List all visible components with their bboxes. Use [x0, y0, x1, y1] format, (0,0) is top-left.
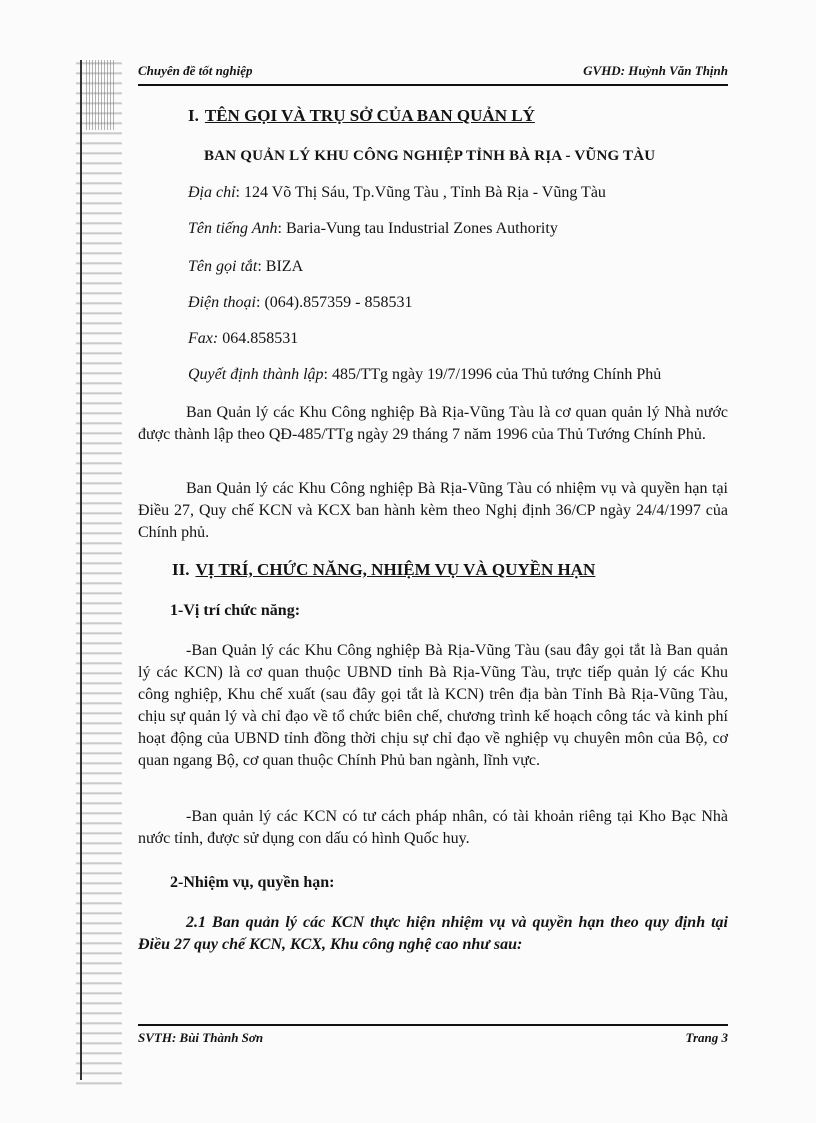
section-1-heading: [188, 106, 535, 126]
field-label: Địa chỉ: [188, 184, 236, 201]
page-footer: [138, 1030, 728, 1048]
section-1-paragraph-2: Ban Quản lý các Khu Công nghiệp Bà Rịa-Vũng Tàu có nhiệm vụ và quyền hạn tại Điều 27, Quy chế KCN và KCX ban hành kèm theo Nghị định 36/CP ngày 24/4/1997 của Chính phủ.: [138, 480, 728, 541]
section-2-paragraph-2: -Ban quản lý các KCN có tư cách pháp nhân, có tài khoản riêng tại Kho Bạc Nhà nước tỉnh, được sử dụng con dấu có hình Quốc huy.: [138, 808, 728, 847]
binding-margin: [76, 55, 122, 1085]
subheading-duties-powers: 2-Nhiệm vụ, quyền hạn:: [170, 874, 335, 891]
header-rule: [138, 84, 728, 86]
section-2-number: II.: [172, 560, 190, 579]
field-address: Địa chỉ: 124 Võ Thị Sáu, Tp.Vũng Tàu , Tỉnh Bà Rịa - Vũng Tàu: [188, 184, 606, 201]
footer-left: SVTH: Bùi Thành Sơn: [138, 1030, 264, 1045]
header-right: GVHD: Huỳnh Văn Thịnh: [583, 63, 728, 78]
field-decision: Quyết định thành lập: 485/TTg ngày 19/7/1996 của Thủ tướng Chính Phủ: [188, 366, 662, 383]
field-english-name: Tên tiếng Anh: Baria-Vung tau Industrial Zones Authority: [188, 220, 558, 237]
field-value: Baria-Vung tau Industrial Zones Authority: [285, 220, 558, 237]
field-value: (064).857359 - 858531: [264, 294, 413, 311]
section-1-number: I.: [188, 106, 199, 125]
field-fax: [188, 330, 298, 348]
field-value: 485/TTg ngày 19/7/1996 của Thủ tướng Chính Phủ: [332, 366, 662, 383]
field-value: BIZA: [265, 258, 304, 275]
page-header: [138, 63, 728, 81]
section-2-paragraph-1: -Ban Quản lý các Khu Công nghiệp Bà Rịa-Vũng Tàu (sau đây gọi tắt là Ban quản lý các KCN) là cơ quan thuộc UBND tỉnh Bà Rịa-Vũng Tàu, trực tiếp quản lý các Khu công nghiệp, Khu chế xuất (sau đây gọi tắt là KCN) trên địa bàn Tỉnh Bà Rịa-Vũng Tàu, chịu sự quản lý và chỉ đạo về tổ chức biên chế, chương trình kế hoạch công tác và kinh phí hoạt động của UBND tỉnh đồng thời chịu sự chỉ đạo về nghiệp vụ chuyên môn của Bộ, cơ quan ngang Bộ, cơ quan thuộc Chính Phủ ban ngành, lĩnh vực.: [138, 642, 728, 769]
section-1-paragraph-1: Ban Quản lý các Khu Công nghiệp Bà Rịa-Vũng Tàu là cơ quan quản lý Nhà nước được thành lập theo QĐ-485/TTg ngày 29 tháng 7 năm 1996 của Thủ Tướng Chính Phủ.: [138, 404, 728, 443]
header-left: Chuyên đề tốt nghiệp: [138, 63, 253, 78]
field-value: 064.858531: [222, 330, 299, 347]
field-label: Điện thoại: [188, 294, 256, 311]
subheading-position-function: 1-Vị trí chức năng:: [170, 602, 301, 619]
section-2-paragraph-3: 2.1 Ban quản lý các KCN thực hiện nhiệm vụ và quyền hạn theo quy định tại Điều 27 quy chế KCN, KCX, Khu công nghệ cao như sau:: [138, 914, 728, 953]
section-1-title: TÊN GỌI VÀ TRỤ SỞ CỦA BAN QUẢN LÝ: [204, 106, 535, 125]
binding-edge-line: [80, 60, 82, 1080]
footer-rule: [138, 1024, 728, 1026]
field-value: 124 Võ Thị Sáu, Tp.Vũng Tàu , Tỉnh Bà Rịa - Vũng Tàu: [244, 184, 606, 201]
page-number: Trang 3: [685, 1030, 728, 1045]
scan-artifact: [86, 60, 116, 130]
field-label: Tên gọi tắt: [188, 258, 258, 275]
field-label: Quyết định thành lập: [188, 366, 324, 383]
field-label: Fax:: [188, 330, 219, 347]
section-2-heading: [172, 560, 595, 580]
field-short-name: Tên gọi tắt: BIZA: [188, 258, 304, 275]
field-label: Tên tiếng Anh: [188, 220, 278, 237]
organization-name: BAN QUẢN LÝ KHU CÔNG NGHIỆP TỈNH BÀ RỊA - VŨNG TÀU: [204, 148, 656, 164]
field-phone: Điện thoại: (064).857359 - 858531: [188, 294, 413, 311]
section-2-title: VỊ TRÍ, CHỨC NĂNG, NHIỆM VỤ VÀ QUYỀN HẠN: [195, 560, 596, 579]
